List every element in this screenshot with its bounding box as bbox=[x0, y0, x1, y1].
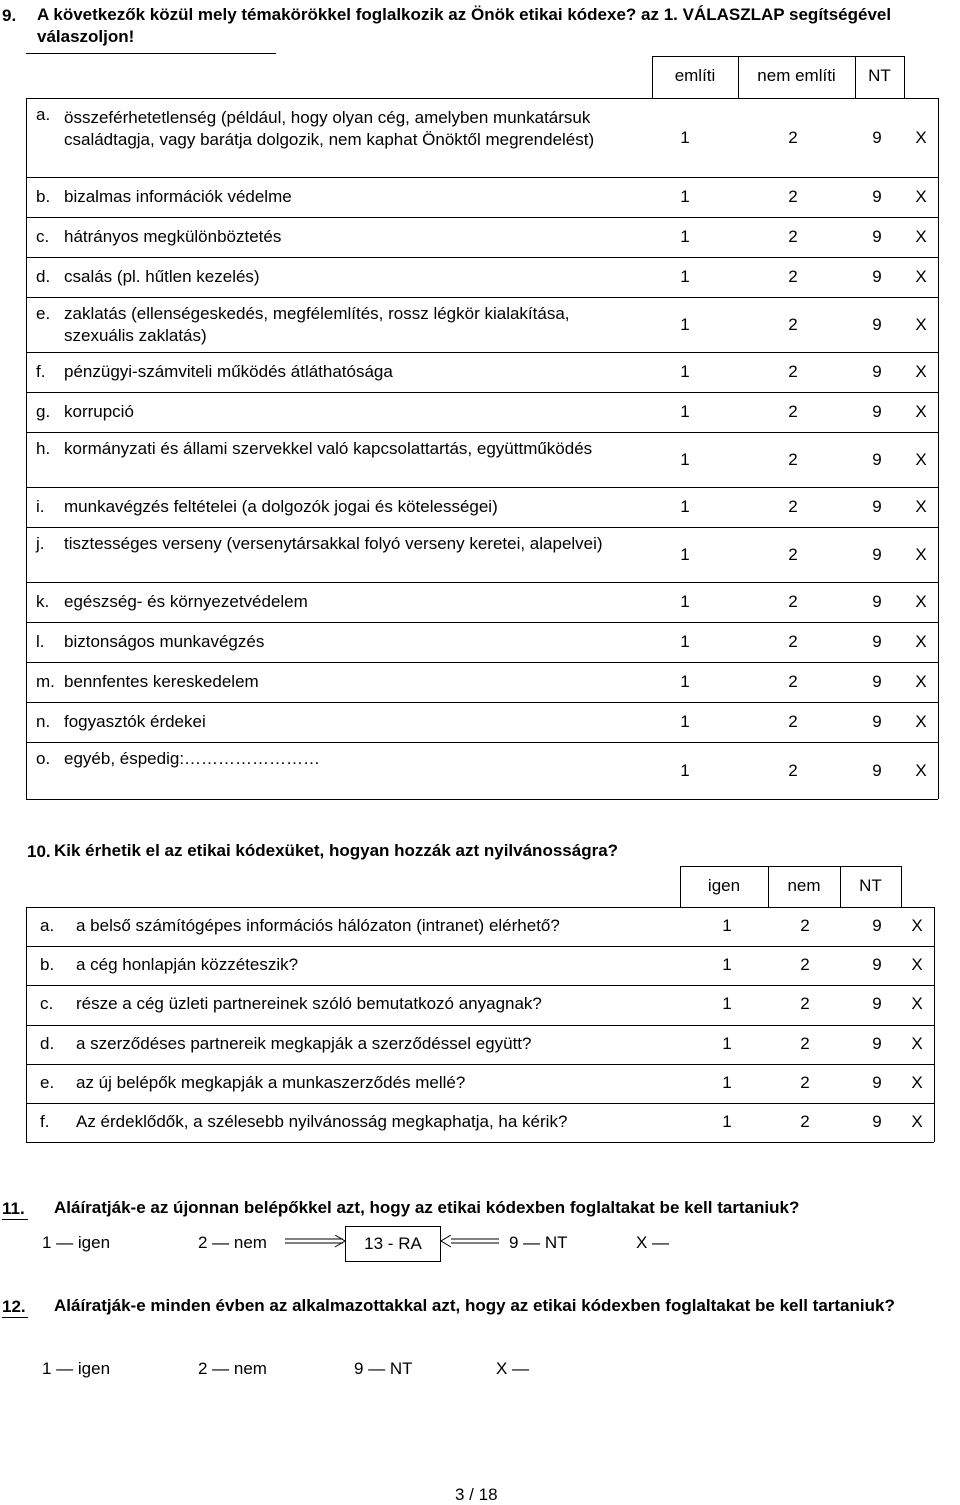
q9-item-letter: j. bbox=[36, 534, 45, 553]
q10-answer-code[interactable]: 2 bbox=[800, 1034, 810, 1053]
q9-answer-code[interactable]: 1 bbox=[680, 227, 690, 246]
q9-row-border bbox=[26, 432, 938, 433]
q11-skip-box: 13 - RA bbox=[345, 1226, 441, 1262]
q10-answer-code[interactable]: 9 bbox=[872, 1073, 882, 1092]
q10-question-text: Kik érhetik el az etikai kódexüket, hogyan hozzák azt nyilvánosságra? bbox=[54, 841, 619, 860]
q10-answer-code[interactable]: 2 bbox=[800, 994, 810, 1013]
q9-answer-code[interactable]: 2 bbox=[788, 712, 798, 731]
q10-item-text: az új belépők megkapják a munkaszerződés mellé? bbox=[76, 1073, 466, 1092]
q9-answer-code[interactable]: X bbox=[915, 267, 927, 286]
q9-header-not-mentions: nem említi bbox=[757, 66, 836, 85]
q9-answer-code[interactable]: 1 bbox=[680, 761, 690, 780]
q9-item-letter: c. bbox=[36, 227, 50, 246]
q12-number: 12. bbox=[2, 1297, 26, 1316]
q9-item-text: hátrányos megkülönböztetés bbox=[64, 227, 282, 246]
q10-item-letter: b. bbox=[40, 955, 55, 974]
q9-question-text: A következők közül mely témakörökkel foglalkozik az Önök etikai kódexe? az 1. VÁLASZLAP segítségével válaszoljon! bbox=[37, 5, 892, 46]
q9-answer-code[interactable]: 1 bbox=[680, 187, 690, 206]
q9-item-text: munkavégzés feltételei (a dolgozók jogai és kötelességei) bbox=[64, 497, 498, 516]
q10-item-letter: e. bbox=[40, 1073, 55, 1092]
q9-answer-code[interactable]: 9 bbox=[872, 362, 882, 381]
q9-item-text: pénzügyi-számviteli működés átláthatósága bbox=[64, 362, 393, 381]
q9-item-text: összeférhetetlenség (például, hogy olyan cég, amelyben munkatársuk családtagja, vagy barátja dolgozik, nem kaphat Önöktől megrendelést) bbox=[64, 108, 595, 149]
q9-item-text: tisztességes verseny (versenytársakkal folyó verseny keretei, alapelvei) bbox=[64, 534, 603, 553]
q9-answer-code[interactable]: 2 bbox=[788, 545, 798, 564]
q10-answer-code[interactable]: X bbox=[911, 1112, 923, 1131]
q9-item-letter: g. bbox=[36, 402, 51, 421]
q9-item-letter: f. bbox=[36, 362, 46, 381]
q10-item-text: a cég honlapján közzéteszik? bbox=[76, 955, 299, 974]
q9-answer-code[interactable]: 9 bbox=[872, 402, 882, 421]
q10-answer-code[interactable]: 9 bbox=[872, 994, 882, 1013]
q10-row-border bbox=[26, 1142, 934, 1143]
q9-item-text: egészség- és környezetvédelem bbox=[64, 592, 308, 611]
q9-answer-code[interactable]: 9 bbox=[872, 227, 882, 246]
q10-row-border bbox=[26, 1025, 934, 1026]
q10-answer-code[interactable]: 2 bbox=[800, 916, 810, 935]
q10-row-border bbox=[26, 1064, 934, 1065]
q10-answer-code[interactable]: 9 bbox=[872, 1034, 882, 1053]
q9-answer-code[interactable]: 9 bbox=[872, 672, 882, 691]
q10-item-text: Az érdeklődők, a szélesebb nyilvánosság megkaphatja, ha kérik? bbox=[76, 1112, 568, 1131]
q9-row-border bbox=[26, 742, 938, 743]
q12-question-text: Aláíratják-e minden évben az alkalmazottakkal azt, hogy az etikai kódexben foglaltakat be kell tartaniuk? bbox=[54, 1296, 895, 1315]
q9-item-text: bennfentes kereskedelem bbox=[64, 672, 259, 691]
q9-answer-code[interactable]: 1 bbox=[680, 545, 690, 564]
q9-item-letter: o. bbox=[36, 749, 51, 768]
q9-answer-code[interactable]: X bbox=[915, 592, 927, 611]
q9-row-border bbox=[26, 217, 938, 218]
q9-item-letter: b. bbox=[36, 187, 51, 206]
q9-answer-code[interactable]: 1 bbox=[680, 362, 690, 381]
q9-answer-code[interactable]: 2 bbox=[788, 761, 798, 780]
q9-answer-code[interactable]: X bbox=[915, 712, 927, 731]
q9-answer-code[interactable]: X bbox=[915, 402, 927, 421]
q9-answer-code[interactable]: 1 bbox=[680, 632, 690, 651]
q9-answer-code[interactable]: 9 bbox=[872, 315, 882, 334]
q9-item-letter: e. bbox=[36, 304, 51, 323]
q10-answer-code[interactable]: 9 bbox=[872, 955, 882, 974]
q10-row-border bbox=[26, 985, 934, 986]
q9-answer-code[interactable]: 2 bbox=[788, 362, 798, 381]
q10-item-text: része a cég üzleti partnereinek szóló bemutatkozó anyagnak? bbox=[76, 994, 542, 1013]
q9-row-border bbox=[26, 702, 938, 703]
q9-answer-code[interactable]: 1 bbox=[680, 402, 690, 421]
q10-header-no: nem bbox=[787, 876, 821, 895]
q9-item-letter: l. bbox=[36, 632, 45, 651]
q9-row-border bbox=[26, 487, 938, 488]
q10-row-border bbox=[26, 946, 934, 947]
q10-row-border bbox=[26, 1103, 934, 1104]
q11-answer-x[interactable]: X — bbox=[636, 1233, 670, 1252]
q10-item-text: a szerződéses partnereik megkapják a szerződéssel együtt? bbox=[76, 1034, 532, 1053]
q9-item-text: zaklatás (ellenségeskedés, megfélemlítés, rossz légkör kialakítása, szexuális zaklatás) bbox=[64, 304, 570, 345]
q9-row-border bbox=[26, 799, 938, 800]
q9-answer-code[interactable]: 1 bbox=[680, 450, 690, 469]
q9-answer-code[interactable]: 9 bbox=[872, 545, 882, 564]
q9-answer-code[interactable]: 1 bbox=[680, 712, 690, 731]
q9-answer-code[interactable]: 2 bbox=[788, 672, 798, 691]
q12-answer-yes[interactable]: 1 — igen bbox=[42, 1359, 111, 1378]
q9-row-border bbox=[26, 622, 938, 623]
q12-answer-nt[interactable]: 9 — NT bbox=[354, 1359, 413, 1378]
q9-item-text: biztonságos munkavégzés bbox=[64, 632, 265, 651]
q9-item-text: fogyasztók érdekei bbox=[64, 712, 206, 731]
q9-number: 9. bbox=[2, 6, 17, 25]
q11-answer-no[interactable]: 2 — nem bbox=[198, 1233, 267, 1252]
q10-answer-code[interactable]: X bbox=[911, 1073, 923, 1092]
q10-row-border bbox=[26, 907, 934, 908]
q9-answer-code[interactable]: 9 bbox=[872, 187, 882, 206]
q9-row-border bbox=[26, 177, 938, 178]
q9-item-letter: d. bbox=[36, 267, 51, 286]
q9-answer-code[interactable]: 2 bbox=[788, 632, 798, 651]
q10-answer-code[interactable]: 2 bbox=[800, 1073, 810, 1092]
q9-answer-code[interactable]: X bbox=[915, 362, 927, 381]
q9-item-text: kormányzati és állami szervekkel való kapcsolattartás, együttműködés bbox=[64, 439, 593, 458]
q9-row-border bbox=[26, 392, 938, 393]
q9-answer-code[interactable]: 1 bbox=[680, 128, 690, 147]
q9-row-border bbox=[26, 527, 938, 528]
q9-answer-code[interactable]: 2 bbox=[788, 187, 798, 206]
q9-item-letter: n. bbox=[36, 712, 51, 731]
q9-answer-code[interactable]: X bbox=[915, 632, 927, 651]
q10-answer-code[interactable]: 9 bbox=[872, 916, 882, 935]
q9-underline bbox=[26, 53, 276, 54]
q11-question-text: Aláíratják-e az újonnan belépőkkel azt, hogy az etikai kódexben foglaltakat be kell tartaniuk? bbox=[54, 1198, 800, 1217]
q9-answer-code[interactable]: 1 bbox=[680, 497, 690, 516]
q9-answer-code[interactable]: X bbox=[915, 450, 927, 469]
q9-answer-code[interactable]: X bbox=[915, 761, 927, 780]
q10-header-nt: NT bbox=[859, 876, 882, 895]
q9-answer-code[interactable]: 9 bbox=[872, 450, 882, 469]
q9-answer-code[interactable]: X bbox=[915, 672, 927, 691]
q9-item-text: egyéb, éspedig:…………………… bbox=[64, 749, 321, 768]
q12-answer-no[interactable]: 2 — nem bbox=[198, 1359, 267, 1378]
q10-number: 10. bbox=[27, 842, 51, 861]
q10-answer-code[interactable]: 2 bbox=[800, 1112, 810, 1131]
q9-answer-code[interactable]: 2 bbox=[788, 267, 798, 286]
q9-answer-code[interactable]: 9 bbox=[872, 632, 882, 651]
q9-item-text: bizalmas információk védelme bbox=[64, 187, 292, 206]
q11-answer-nt[interactable]: 9 — NT bbox=[509, 1233, 568, 1252]
q10-item-text: a belső számítógépes információs hálózaton (intranet) elérhető? bbox=[76, 916, 560, 935]
q9-header-mentions: említi bbox=[674, 66, 716, 85]
q9-item-text: csalás (pl. hűtlen kezelés) bbox=[64, 267, 260, 286]
q9-answer-code[interactable]: 2 bbox=[788, 315, 798, 334]
q9-row-border bbox=[26, 352, 938, 353]
q10-item-letter: a. bbox=[40, 916, 55, 935]
q10-answer-code[interactable]: 1 bbox=[722, 1112, 732, 1131]
q9-answer-code[interactable]: X bbox=[915, 187, 927, 206]
q9-answer-code[interactable]: 9 bbox=[872, 497, 882, 516]
q9-row-border bbox=[26, 297, 938, 298]
q10-answer-code[interactable]: 1 bbox=[722, 955, 732, 974]
q9-row-border bbox=[26, 98, 938, 99]
q10-answer-code[interactable]: X bbox=[911, 1034, 923, 1053]
q9-answer-code[interactable]: 2 bbox=[788, 497, 798, 516]
q10-item-letter: c. bbox=[40, 994, 54, 1013]
q10-answer-code[interactable]: 2 bbox=[800, 955, 810, 974]
q9-row-border bbox=[26, 257, 938, 258]
q11-number: 11. bbox=[2, 1199, 25, 1218]
q9-item-text: korrupció bbox=[64, 402, 134, 421]
q9-row-border bbox=[26, 582, 938, 583]
q10-answer-code[interactable]: 1 bbox=[722, 994, 732, 1013]
q9-answer-code[interactable]: X bbox=[915, 227, 927, 246]
q10-answer-code[interactable]: 1 bbox=[722, 916, 732, 935]
q10-answer-code[interactable]: 1 bbox=[722, 1034, 732, 1053]
q10-answer-code[interactable]: X bbox=[911, 994, 923, 1013]
q9-answer-code[interactable]: 9 bbox=[872, 761, 882, 780]
q9-answer-code[interactable]: 1 bbox=[680, 267, 690, 286]
q9-answer-code[interactable]: 9 bbox=[872, 712, 882, 731]
q9-answer-code[interactable]: 1 bbox=[680, 315, 690, 334]
q9-item-letter: i. bbox=[36, 497, 45, 516]
q9-answer-code[interactable]: 2 bbox=[788, 402, 798, 421]
q10-item-letter: d. bbox=[40, 1034, 55, 1053]
q9-item-letter: k. bbox=[36, 592, 50, 611]
q10-answer-code[interactable]: X bbox=[911, 955, 923, 974]
q9-answer-code[interactable]: X bbox=[915, 545, 927, 564]
q9-answer-code[interactable]: 2 bbox=[788, 592, 798, 611]
q9-answer-code[interactable]: 9 bbox=[872, 128, 882, 147]
q9-item-letter: a. bbox=[36, 105, 51, 124]
q10-answer-code[interactable]: 1 bbox=[722, 1073, 732, 1092]
q9-answer-code[interactable]: 2 bbox=[788, 450, 798, 469]
q11-answer-yes[interactable]: 1 — igen bbox=[42, 1233, 111, 1252]
q10-item-letter: f. bbox=[40, 1112, 50, 1131]
q9-answer-code[interactable]: 2 bbox=[788, 128, 798, 147]
q10-answer-code[interactable]: X bbox=[911, 916, 923, 935]
q9-answer-code[interactable]: 2 bbox=[788, 227, 798, 246]
q10-header-yes: igen bbox=[707, 876, 741, 895]
q9-answer-code[interactable]: X bbox=[915, 315, 927, 334]
q10-answer-code[interactable]: 9 bbox=[872, 1112, 882, 1131]
q9-item-letter: m. bbox=[36, 672, 55, 691]
q9-item-letter: h. bbox=[36, 439, 51, 458]
q9-answer-code[interactable]: 9 bbox=[872, 592, 882, 611]
q9-answer-code[interactable]: 1 bbox=[680, 592, 690, 611]
q9-header-nt: NT bbox=[868, 66, 891, 85]
page-number: 3 / 18 bbox=[455, 1485, 498, 1504]
q9-row-border bbox=[26, 662, 938, 663]
q9-answer-code[interactable]: 9 bbox=[872, 267, 882, 286]
q9-answer-code[interactable]: X bbox=[915, 497, 927, 516]
q12-answer-x[interactable]: X — bbox=[496, 1359, 530, 1378]
q9-answer-code[interactable]: 1 bbox=[680, 672, 690, 691]
q9-answer-code[interactable]: X bbox=[915, 128, 927, 147]
arrow-left-icon bbox=[441, 1235, 501, 1249]
